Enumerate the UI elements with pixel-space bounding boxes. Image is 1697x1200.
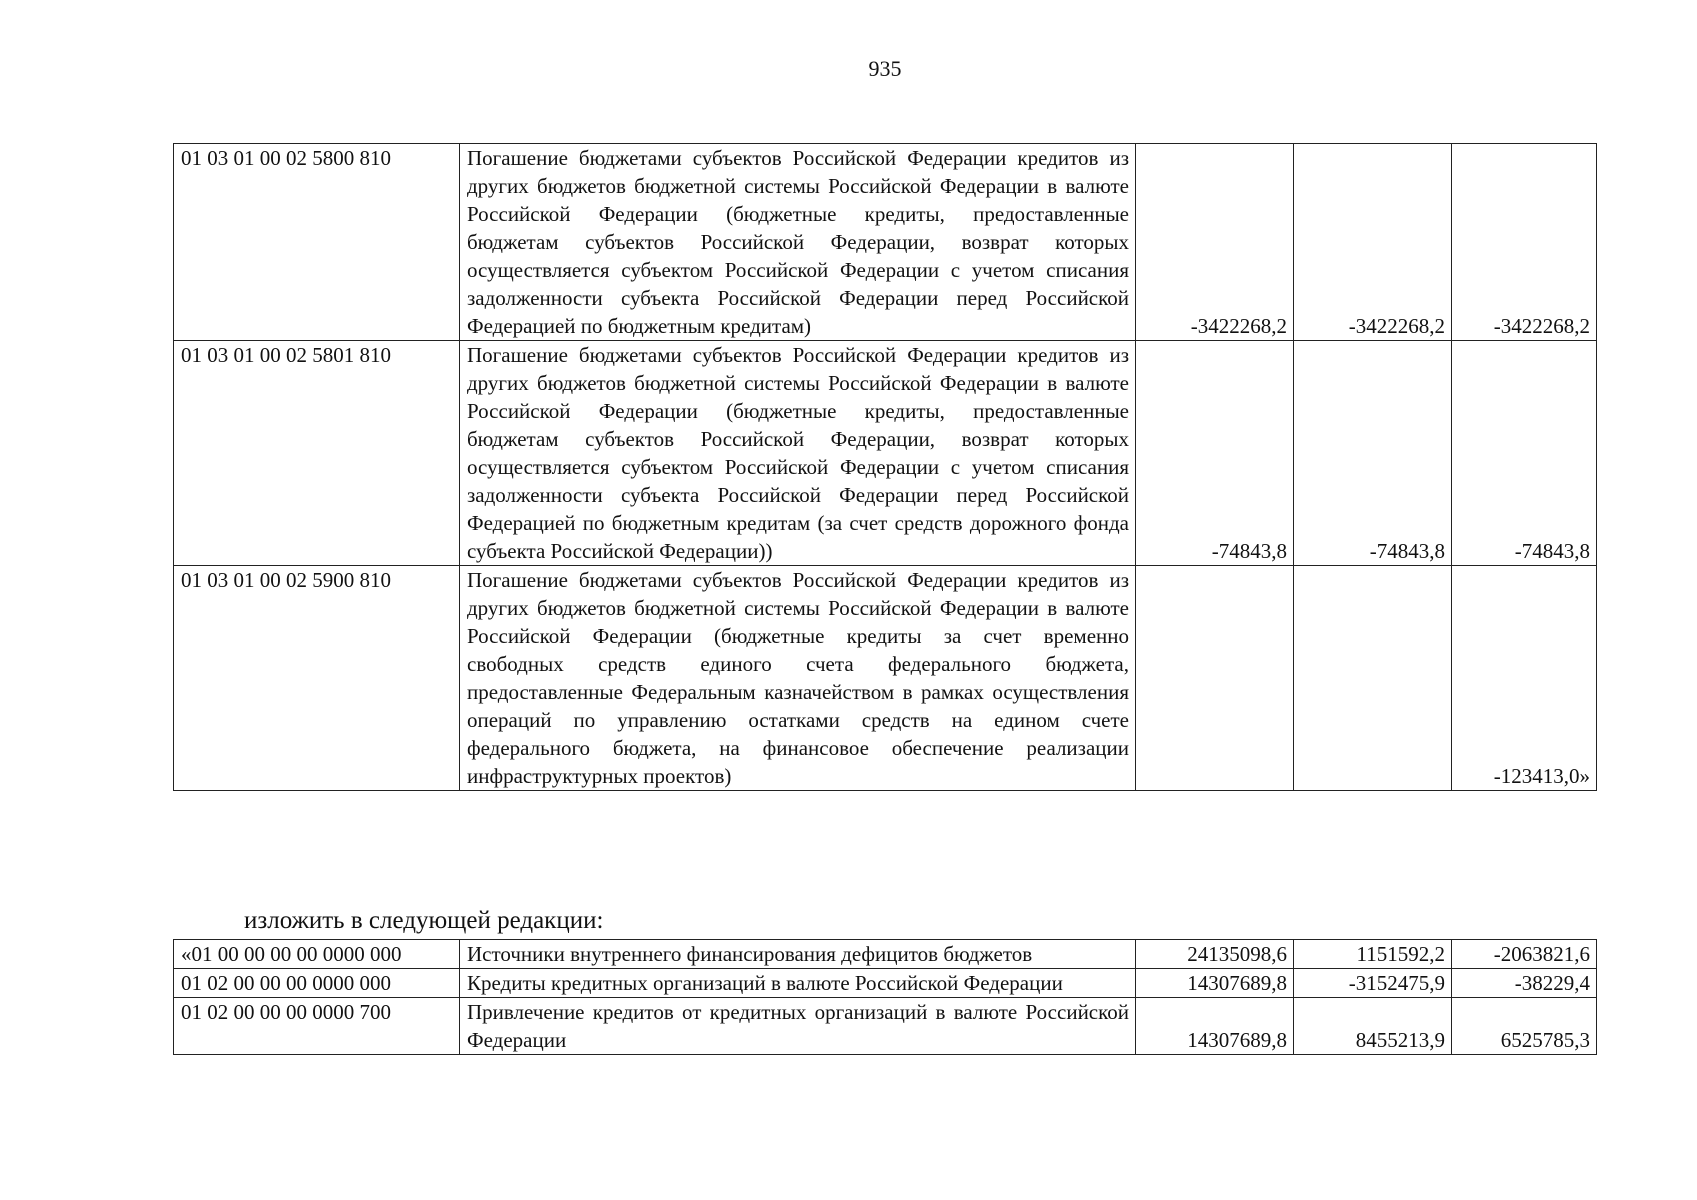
value-year-1: 24135098,6 [1136,940,1294,969]
budget-code: 01 02 00 00 00 0000 700 [174,998,460,1055]
budget-code: 01 03 01 00 02 5801 810 [174,341,460,566]
amendment-intro-text: изложить в следующей редакции: [244,907,604,934]
table-row [174,341,1597,566]
table-row [174,998,1597,1055]
value-year-1: -74843,8 [1136,341,1294,566]
value-year-2: -3422268,2 [1294,144,1452,341]
value-year-3: -3422268,2 [1452,144,1597,341]
value-year-3: -123413,0» [1452,566,1597,791]
value-year-3: -38229,4 [1452,969,1597,998]
budget-table-top [173,143,1597,791]
table-row [174,144,1597,341]
budget-code: 01 03 01 00 02 5900 810 [174,566,460,791]
value-year-2: -3152475,9 [1294,969,1452,998]
budget-code: 01 03 01 00 02 5800 810 [174,144,460,341]
table-row [174,940,1597,969]
value-year-1: 14307689,8 [1136,998,1294,1055]
row-description: Погашение бюджетами субъектов Российской Федерации кредитов из других бюджетов бюджетной системы Российской Федерации в валюте Российской Федерации (бюджетные кредиты, предоставленные бюджетам субъектов Российской Федерации, возврат которых осуществляется субъектом Российской Федерации с учетом списания задолженности субъекта Российской Федерации перед Российской Федерацией по бюджетным кредитам (за счет средств дорожного фонда субъекта Российской Федерации)) [460,341,1136,566]
row-description: Погашение бюджетами субъектов Российской Федерации кредитов из других бюджетов бюджетной системы Российской Федерации в валюте Российской Федерации (бюджетные кредиты, предоставленные бюджетам субъектов Российской Федерации, возврат которых осуществляется субъектом Российской Федерации с учетом списания задолженности субъекта Российской Федерации перед Российской Федерацией по бюджетным кредитам) [460,144,1136,341]
value-year-1 [1136,566,1294,791]
row-description: Источники внутреннего финансирования дефицитов бюджетов [460,940,1136,969]
table-row [174,969,1597,998]
value-year-2: 1151592,2 [1294,940,1452,969]
value-year-1: 14307689,8 [1136,969,1294,998]
page-number: 935 [868,56,902,81]
value-year-1: -3422268,2 [1136,144,1294,341]
value-year-3: -74843,8 [1452,341,1597,566]
value-year-3: -2063821,6 [1452,940,1597,969]
row-description: Привлечение кредитов от кредитных организаций в валюте Российской Федерации [460,998,1136,1055]
value-year-2: 8455213,9 [1294,998,1452,1055]
row-description: Кредиты кредитных организаций в валюте Российской Федерации [460,969,1136,998]
budget-code: «01 00 00 00 00 0000 000 [174,940,460,969]
table-row [174,566,1597,791]
budget-table-bottom [173,939,1597,1055]
row-description: Погашение бюджетами субъектов Российской Федерации кредитов из других бюджетов бюджетной системы Российской Федерации в валюте Российской Федерации (бюджетные кредиты за счет временно свободных средств единого счета федерального бюджета, предоставленные Федеральным казначейством в рамках осуществления операций по управлению остатками средств на едином счете федерального бюджета, на финансовое обеспечение реализации инфраструктурных проектов) [460,566,1136,791]
value-year-2 [1294,566,1452,791]
value-year-3: 6525785,3 [1452,998,1597,1055]
budget-code: 01 02 00 00 00 0000 000 [174,969,460,998]
value-year-2: -74843,8 [1294,341,1452,566]
